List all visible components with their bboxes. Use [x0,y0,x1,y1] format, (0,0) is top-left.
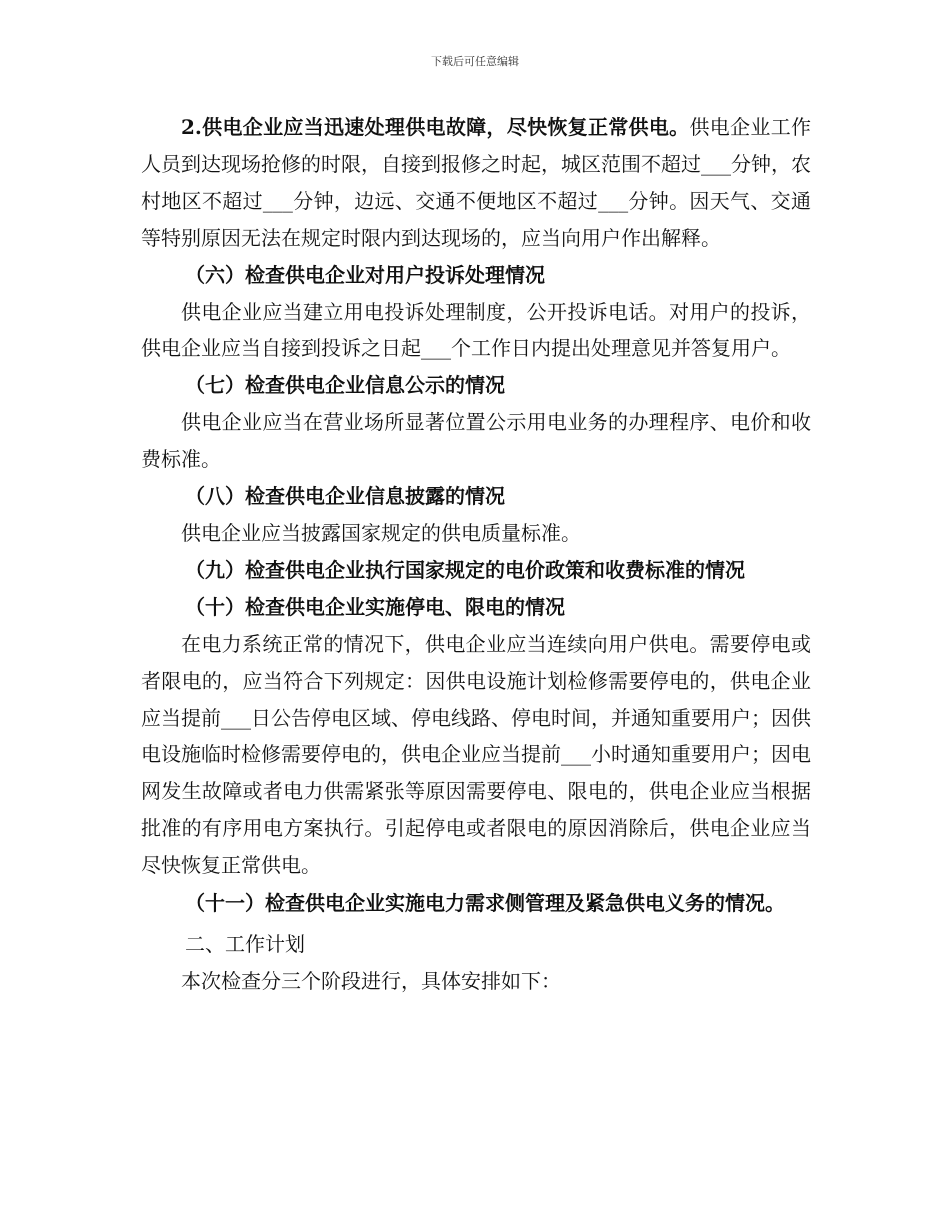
heading-power-outage: （十）检查供电企业实施停电、限电的情况 [185,594,565,619]
document-body [141,109,811,1000]
paragraph-lead-bold: 2.供电企业应当迅速处理供电故障，尽快恢复正常供电。 [181,115,690,139]
paragraph-power-outage: 在电力系统正常的情况下，供电企业应当连续向用户供电。需要停电或者限电的，应当符合下列规定：因供电设施计划检修需要停电的，供电企业应当提前___日公告停电区域、停电线路、停电时间，并通知重要用户；因供电设施临时检修需要停电的，供电企业应当提前___小时通知重要用户；因电网发生故障或者电力供需紧张等原因需要停电、限电的，供电企业应当根据批准的有序用电方案执行。引起停电或者限电的原因消除后，供电企业应当尽快恢复正常供电。 [141,631,811,878]
heading-info-disclosure: （八）检查供电企业信息披露的情况 [185,484,505,509]
paragraph-text: 供电企业工作人员到达现场抢修的时限，自接到报修之时起，城区范围不超过___分钟，农村地区不超过___分钟，边远、交通不便地区不超过___分钟。因天气、交通等特别原因无法在规定时限内到达现场的，应当向用户作出解释。 [141,115,812,250]
heading-price-policy: （九）检查供电企业执行国家规定的电价政策和收费标准的情况 [185,557,745,582]
paragraph-complaint-handling: 供电企业应当建立用电投诉处理制度，公开投诉电话。对用户的投诉，供电企业应当自接到投诉之日起___个工作日内提出处理意见并答复用户。 [141,299,811,361]
heading-complaint-handling: （六）检查供电企业对用户投诉处理情况 [185,262,545,287]
heading-info-publicity: （七）检查供电企业信息公示的情况 [185,373,505,398]
paragraph-work-plan: 本次检查分三个阶段进行，具体安排如下： [181,968,561,993]
paragraph-info-publicity: 供电企业应当在营业场所显著位置公示用电业务的办理程序、电价和收费标准。 [141,410,811,472]
paragraph-fault-handling [141,109,811,257]
heading-demand-side-management: （十一）检查供电企业实施电力需求侧管理及紧急供电义务的情况。 [185,891,785,916]
page-header-note: 下载后可任意编辑 [431,55,519,68]
paragraph-info-disclosure: 供电企业应当披露国家规定的供电质量标准。 [181,520,581,545]
section-heading-work-plan: 二、工作计划 [185,932,305,957]
